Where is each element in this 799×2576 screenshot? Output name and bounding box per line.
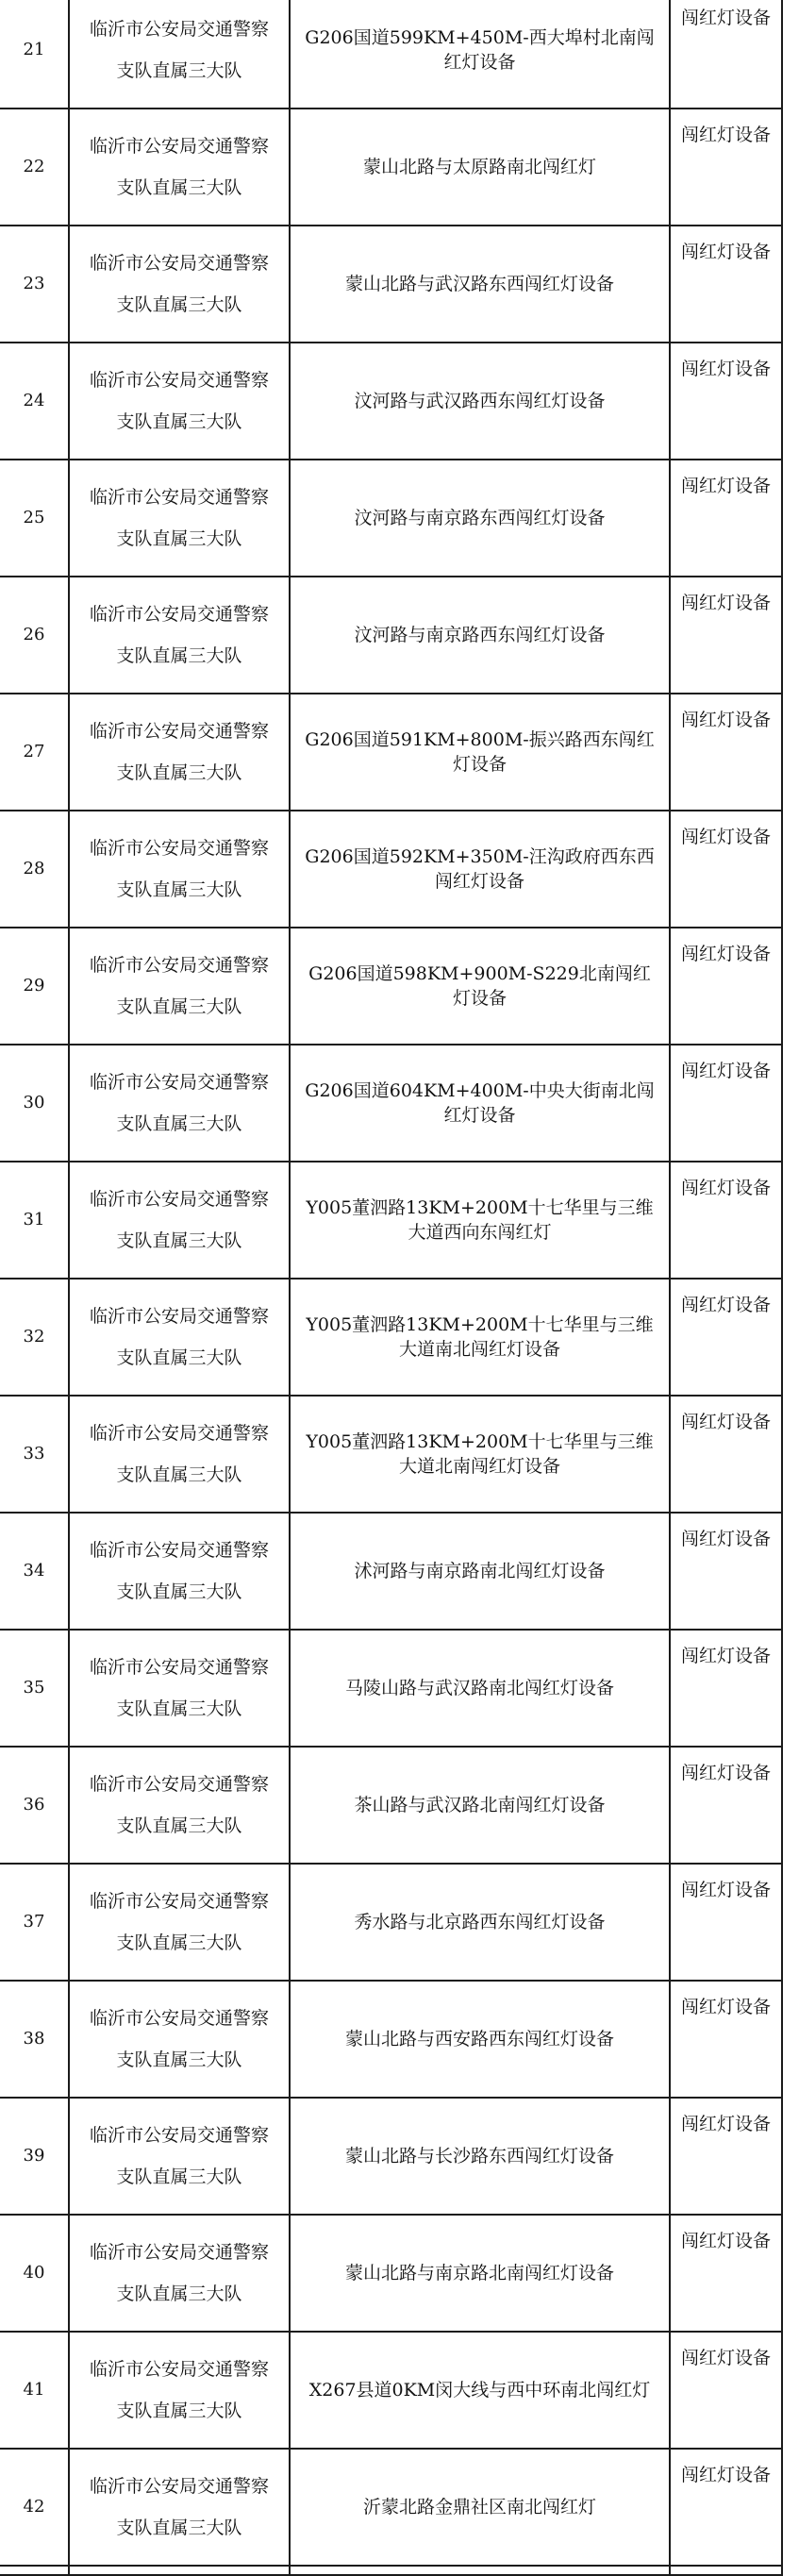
location-cell: X267县道0KM闵大线与西中环南北闯红灯 (290, 2332, 670, 2449)
device-type-cell: 闯红灯设备 (670, 109, 782, 226)
unit-line2: 支队直属三大队 (116, 1815, 242, 1836)
device-type-cell: 闯红灯设备 (670, 928, 782, 1045)
location-cell: G206国道604KM+400M-中央大街南北闯红灯设备 (290, 1045, 670, 1162)
unit-line2: 支队直属三大队 (116, 1464, 242, 1485)
table-row (0, 226, 782, 343)
device-type-cell: 闯红灯设备 (670, 1396, 782, 1513)
location-cell: 蒙山北路与太原路南北闯红灯 (290, 109, 670, 226)
location-cell: 蒙山北路与南京路北南闯红灯设备 (290, 2215, 670, 2332)
device-type-cell: 闯红灯设备 (670, 1630, 782, 1747)
row-number: 27 (0, 694, 69, 811)
unit-line1: 临沂市公安局交通警察 (89, 1423, 269, 1444)
row-number: 31 (0, 1162, 69, 1279)
table-row (0, 1630, 782, 1747)
unit-line2: 支队直属三大队 (116, 294, 242, 315)
unit-line1: 临沂市公安局交通警察 (89, 2242, 269, 2263)
location-cell: 马陵山路与武汉路南北闯红灯设备 (290, 1630, 670, 1747)
table-row (0, 1279, 782, 1396)
row-number: 42 (0, 2449, 69, 2566)
unit-cell (69, 694, 290, 811)
unit-cell (69, 343, 290, 460)
row-number: 26 (0, 577, 69, 694)
unit-line2: 支队直属三大队 (116, 2166, 242, 2187)
row-number: 24 (0, 343, 69, 460)
unit-line1: 临沂市公安局交通警察 (89, 370, 269, 391)
location-cell: 蒙山北路与西安路西东闯红灯设备 (290, 1981, 670, 2098)
row-number: 34 (0, 1513, 69, 1630)
device-type-cell: 闯红灯设备 (670, 2449, 782, 2566)
unit-line1: 临沂市公安局交通警察 (89, 1774, 269, 1795)
location-cell: G206国道599KM+450M-西大埠村北南闯红灯设备 (290, 0, 670, 109)
table-row (0, 1747, 782, 1864)
table-row (0, 109, 782, 226)
unit-cell (69, 2098, 290, 2215)
location-cell: Y005董泗路13KM+200M十七华里与三维大道北南闯红灯设备 (290, 1396, 670, 1513)
unit-cell (69, 1396, 290, 1513)
device-type-cell: 闯红灯设备 (670, 1513, 782, 1630)
unit-line1: 临沂市公安局交通警察 (89, 2008, 269, 2029)
table-row (0, 1864, 782, 1981)
device-type-cell: 闯红灯设备 (670, 1045, 782, 1162)
unit-cell (69, 0, 290, 109)
unit-cell (69, 811, 290, 928)
unit-cell (69, 1747, 290, 1864)
location-cell: 茶山路与武汉路北南闯红灯设备 (290, 1747, 670, 1864)
location-cell: 汶河路与武汉路西东闯红灯设备 (290, 343, 670, 460)
table-row (0, 1513, 782, 1630)
device-type-cell: 闯红灯设备 (670, 226, 782, 343)
location-cell: Y005董泗路13KM+200M十七华里与三维大道南北闯红灯设备 (290, 1279, 670, 1396)
table-row (0, 460, 782, 577)
unit-line1: 临沂市公安局交通警察 (89, 2476, 269, 2497)
unit-line2: 支队直属三大队 (116, 1230, 242, 1251)
table-row (0, 1981, 782, 2098)
location-cell: Y005董泗路13KM+200M十七华里与三维大道西向东闯红灯 (290, 1162, 670, 1279)
device-type-cell: 闯红灯设备 (670, 2332, 782, 2449)
device-type-cell: 闯红灯设备 (670, 0, 782, 109)
device-type-cell: 闯红灯设备 (670, 343, 782, 460)
unit-cell (69, 2215, 290, 2332)
device-type-cell: 闯红灯设备 (670, 694, 782, 811)
unit-line1: 临沂市公安局交通警察 (89, 1306, 269, 1327)
unit-line1: 临沂市公安局交通警察 (89, 136, 269, 157)
location-cell: 蒙山北路与武汉路东西闯红灯设备 (290, 226, 670, 343)
unit-line1: 临沂市公安局交通警察 (89, 1657, 269, 1678)
unit-line2: 支队直属三大队 (116, 60, 242, 81)
row-number: 36 (0, 1747, 69, 1864)
device-type-cell: 闯红灯设备 (670, 1747, 782, 1864)
device-type-cell: 闯红灯设备 (670, 811, 782, 928)
device-type-cell: 闯红灯设备 (670, 2215, 782, 2332)
unit-line2: 支队直属三大队 (116, 996, 242, 1017)
unit-line1: 临沂市公安局交通警察 (89, 721, 269, 742)
unit-line2: 支队直属三大队 (116, 1113, 242, 1134)
table-row (0, 2332, 782, 2449)
unit-cell (69, 1630, 290, 1747)
unit-line1: 临沂市公安局交通警察 (89, 487, 269, 508)
unit-line1: 临沂市公安局交通警察 (89, 1189, 269, 1210)
unit-line1: 临沂市公安局交通警察 (89, 604, 269, 625)
unit-cell (69, 109, 290, 226)
table-row (0, 1162, 782, 1279)
unit-line1: 临沂市公安局交通警察 (89, 838, 269, 859)
row-number: 21 (0, 0, 69, 109)
empty-cell (0, 2566, 69, 2575)
empty-cell (670, 2566, 782, 2575)
device-type-cell: 闯红灯设备 (670, 1279, 782, 1396)
unit-line1: 临沂市公安局交通警察 (89, 2359, 269, 2380)
row-number: 38 (0, 1981, 69, 2098)
unit-line2: 支队直属三大队 (116, 2049, 242, 2070)
row-number: 23 (0, 226, 69, 343)
device-type-cell: 闯红灯设备 (670, 460, 782, 577)
location-cell: 汶河路与南京路东西闯红灯设备 (290, 460, 670, 577)
unit-cell (69, 1162, 290, 1279)
row-number: 37 (0, 1864, 69, 1981)
unit-line2: 支队直属三大队 (116, 762, 242, 783)
unit-cell (69, 1981, 290, 2098)
unit-cell (69, 1864, 290, 1981)
empty-cell (290, 2566, 670, 2575)
device-type-cell: 闯红灯设备 (670, 2098, 782, 2215)
unit-line2: 支队直属三大队 (116, 177, 242, 198)
unit-line2: 支队直属三大队 (116, 2517, 242, 2538)
location-cell: 秀水路与北京路西东闯红灯设备 (290, 1864, 670, 1981)
table-row (0, 2449, 782, 2566)
unit-line1: 临沂市公安局交通警察 (89, 19, 269, 40)
location-cell: 沭河路与南京路南北闯红灯设备 (290, 1513, 670, 1630)
table-row (0, 1045, 782, 1162)
table-row (0, 928, 782, 1045)
table-row (0, 0, 782, 109)
unit-cell (69, 460, 290, 577)
unit-cell (69, 1513, 290, 1630)
unit-line2: 支队直属三大队 (116, 879, 242, 900)
unit-line2: 支队直属三大队 (116, 1698, 242, 1719)
unit-line2: 支队直属三大队 (116, 2400, 242, 2421)
unit-cell (69, 928, 290, 1045)
unit-line2: 支队直属三大队 (116, 645, 242, 666)
device-type-cell: 闯红灯设备 (670, 1864, 782, 1981)
row-number: 28 (0, 811, 69, 928)
row-number: 35 (0, 1630, 69, 1747)
unit-line1: 临沂市公安局交通警察 (89, 2125, 269, 2146)
table-row (0, 694, 782, 811)
unit-cell (69, 1045, 290, 1162)
unit-cell (69, 577, 290, 694)
row-number: 32 (0, 1279, 69, 1396)
row-number: 39 (0, 2098, 69, 2215)
row-number: 29 (0, 928, 69, 1045)
unit-line2: 支队直属三大队 (116, 2283, 242, 2304)
device-type-cell: 闯红灯设备 (670, 577, 782, 694)
unit-line2: 支队直属三大队 (116, 411, 242, 432)
table-row (0, 343, 782, 460)
row-number: 30 (0, 1045, 69, 1162)
unit-line1: 临沂市公安局交通警察 (89, 1540, 269, 1561)
unit-cell (69, 2449, 290, 2566)
row-number: 41 (0, 2332, 69, 2449)
unit-line2: 支队直属三大队 (116, 528, 242, 549)
device-type-cell: 闯红灯设备 (670, 1981, 782, 2098)
unit-cell (69, 1279, 290, 1396)
device-type-cell: 闯红灯设备 (670, 1162, 782, 1279)
unit-line1: 临沂市公安局交通警察 (89, 955, 269, 976)
location-cell: 沂蒙北路金鼎社区南北闯红灯 (290, 2449, 670, 2566)
unit-cell (69, 2332, 290, 2449)
table-row (0, 811, 782, 928)
unit-line1: 临沂市公安局交通警察 (89, 1891, 269, 1912)
row-number: 33 (0, 1396, 69, 1513)
table-row-partial (0, 2566, 782, 2575)
table-row (0, 2098, 782, 2215)
location-cell: G206国道592KM+350M-汪沟政府西东西闯红灯设备 (290, 811, 670, 928)
empty-cell (69, 2566, 290, 2575)
unit-line1: 临沂市公安局交通警察 (89, 1072, 269, 1093)
unit-line1: 临沂市公安局交通警察 (89, 253, 269, 274)
unit-line2: 支队直属三大队 (116, 1581, 242, 1602)
table-row (0, 577, 782, 694)
location-cell: G206国道598KM+900M-S229北南闯红灯设备 (290, 928, 670, 1045)
location-cell: 蒙山北路与长沙路东西闯红灯设备 (290, 2098, 670, 2215)
row-number: 22 (0, 109, 69, 226)
location-cell: G206国道591KM+800M-振兴路西东闯红灯设备 (290, 694, 670, 811)
unit-line2: 支队直属三大队 (116, 1932, 242, 1953)
row-number: 25 (0, 460, 69, 577)
location-cell: 汶河路与南京路西东闯红灯设备 (290, 577, 670, 694)
unit-line2: 支队直属三大队 (116, 1347, 242, 1368)
unit-cell (69, 226, 290, 343)
row-number: 40 (0, 2215, 69, 2332)
table-row (0, 2215, 782, 2332)
table-row (0, 1396, 782, 1513)
